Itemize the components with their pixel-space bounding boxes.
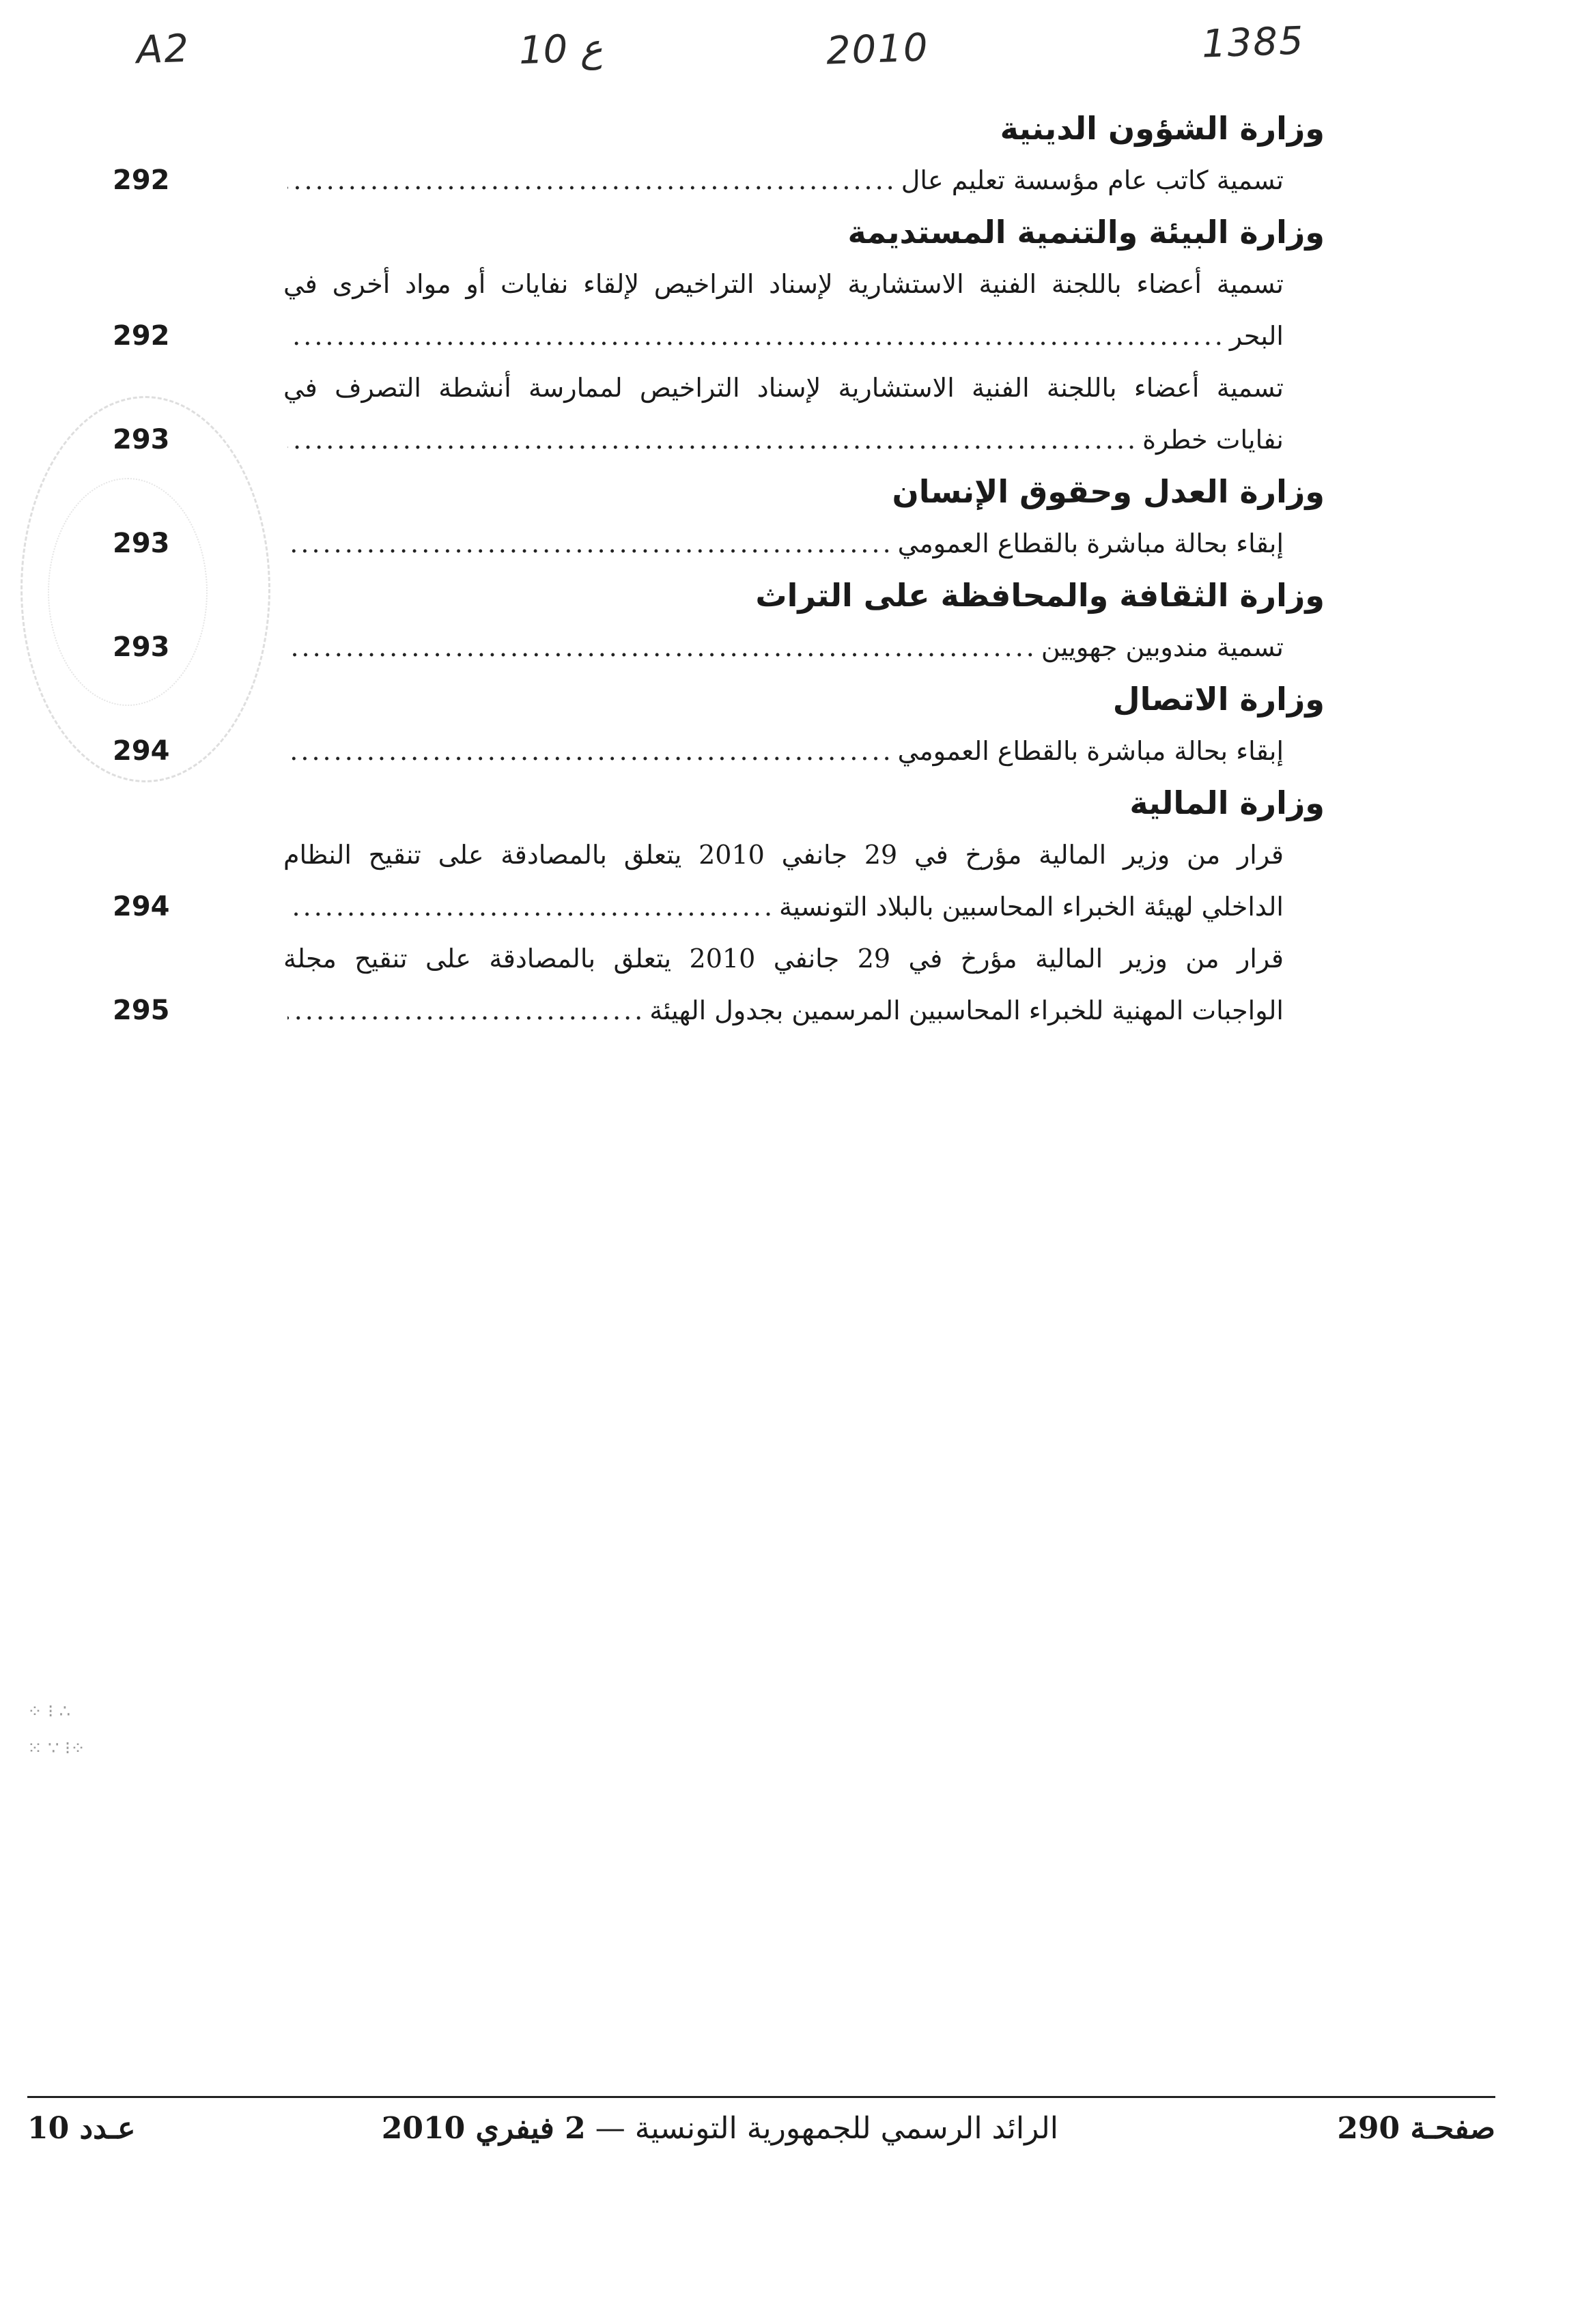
- entry-last-line: [283, 414, 1284, 466]
- ministry-heading: وزارة الشؤون الدينية: [1000, 110, 1325, 147]
- page-footer: [27, 2111, 1495, 2159]
- entry-last-line: [283, 621, 1284, 673]
- entry-last-line: [283, 154, 1284, 206]
- entry-text: نفايات خطرة: [1142, 425, 1284, 455]
- ministry-heading: وزارة الاتصال: [1112, 681, 1325, 718]
- toc-entry: [113, 154, 1284, 206]
- handwritten-mark: 10 ع: [518, 25, 604, 74]
- handwritten-mark: 1385: [1200, 18, 1306, 67]
- entry-text-line: قرار من وزير المالية مؤرخ في 29 جانفي 2010 يتعلق بالمصادقة على تنقيح مجلة: [283, 944, 1284, 974]
- entry-text: الواجبات المهنية للخبراء المحاسبين المرسمين بجدول الهيئة: [649, 995, 1284, 1025]
- dot-leader: [287, 984, 645, 1036]
- dot-leader: [287, 518, 894, 569]
- ministry-heading: وزارة البيئة والتنمية المستديمة: [847, 214, 1325, 251]
- page-number-label: صفحـة 290: [1337, 2111, 1495, 2146]
- entry-page-number: 294: [113, 735, 170, 767]
- margin-scribble: ∴ ⁝ ⁘ ⁘⁝ ∵ ⁙: [27, 1701, 85, 1759]
- entry-text-line: تسمية أعضاء باللجنة الفنية الاستشارية لإسناد التراخيص لممارسة أنشطة التصرف في: [283, 373, 1284, 403]
- issue-number: عـدد 10: [27, 2111, 136, 2146]
- entry-text: إبقاء بحالة مباشرة بالقطاع العمومي: [897, 736, 1284, 766]
- dot-leader: [287, 725, 894, 777]
- toc-entry: [113, 933, 1284, 1036]
- entry-page-number: 293: [113, 424, 170, 455]
- toc-entry: [113, 518, 1284, 569]
- dot-leader: [287, 621, 1037, 673]
- toc-entry: [113, 621, 1284, 673]
- toc-entry: [113, 725, 1284, 777]
- journal-name: الرائد الرسمي للجمهورية التونسية —: [595, 2111, 1058, 2146]
- dot-leader: [287, 154, 897, 206]
- ministry-heading: وزارة المالية: [1129, 784, 1325, 821]
- toc-entry: [113, 258, 1284, 362]
- entry-last-line: [283, 984, 1284, 1036]
- entry-last-line: [283, 881, 1284, 933]
- dot-leader: [287, 414, 1138, 466]
- entry-last-line: [283, 518, 1284, 569]
- entry-text: الداخلي لهيئة الخبراء المحاسبين بالبلاد التونسية: [779, 892, 1284, 922]
- entry-text-line: قرار من وزير المالية مؤرخ في 29 جانفي 2010 يتعلق بالمصادقة على تنقيح النظام: [283, 840, 1284, 870]
- entry-text: البحر: [1229, 321, 1284, 351]
- dot-leader: [287, 310, 1226, 362]
- table-of-contents: [113, 102, 1325, 1036]
- entry-page-number: 293: [113, 528, 170, 559]
- ministry-heading: وزارة الثقافة والمحافظة على التراث: [755, 577, 1325, 614]
- entry-last-line: [283, 725, 1284, 777]
- entry-page-number: 294: [113, 891, 170, 922]
- entry-page-number: 295: [113, 995, 170, 1026]
- handwritten-mark: 2010: [825, 25, 930, 74]
- entry-page-number: 292: [113, 320, 170, 352]
- entry-page-number: 293: [113, 632, 170, 663]
- dot-leader: [287, 881, 775, 933]
- journal-title: [382, 2111, 1058, 2146]
- entry-text: تسمية مندوبين جهويين: [1041, 632, 1284, 662]
- entry-text: إبقاء بحالة مباشرة بالقطاع العمومي: [897, 528, 1284, 558]
- toc-entry: [113, 362, 1284, 466]
- entry-last-line: [283, 310, 1284, 362]
- issue-date: 2 فيفري 2010: [381, 2111, 586, 2146]
- entry-text-line: تسمية أعضاء باللجنة الفنية الاستشارية لإسناد التراخيص لإلقاء نفايات أو مواد أخرى في: [283, 269, 1284, 299]
- entry-page-number: 292: [113, 165, 170, 196]
- ministry-heading: وزارة العدل وحقوق الإنسان: [892, 473, 1325, 510]
- toc-entry: [113, 829, 1284, 933]
- footer-divider: [27, 2096, 1495, 2098]
- entry-text: تسمية كاتب عام مؤسسة تعليم عال: [901, 165, 1284, 195]
- handwritten-mark: A2: [135, 26, 191, 73]
